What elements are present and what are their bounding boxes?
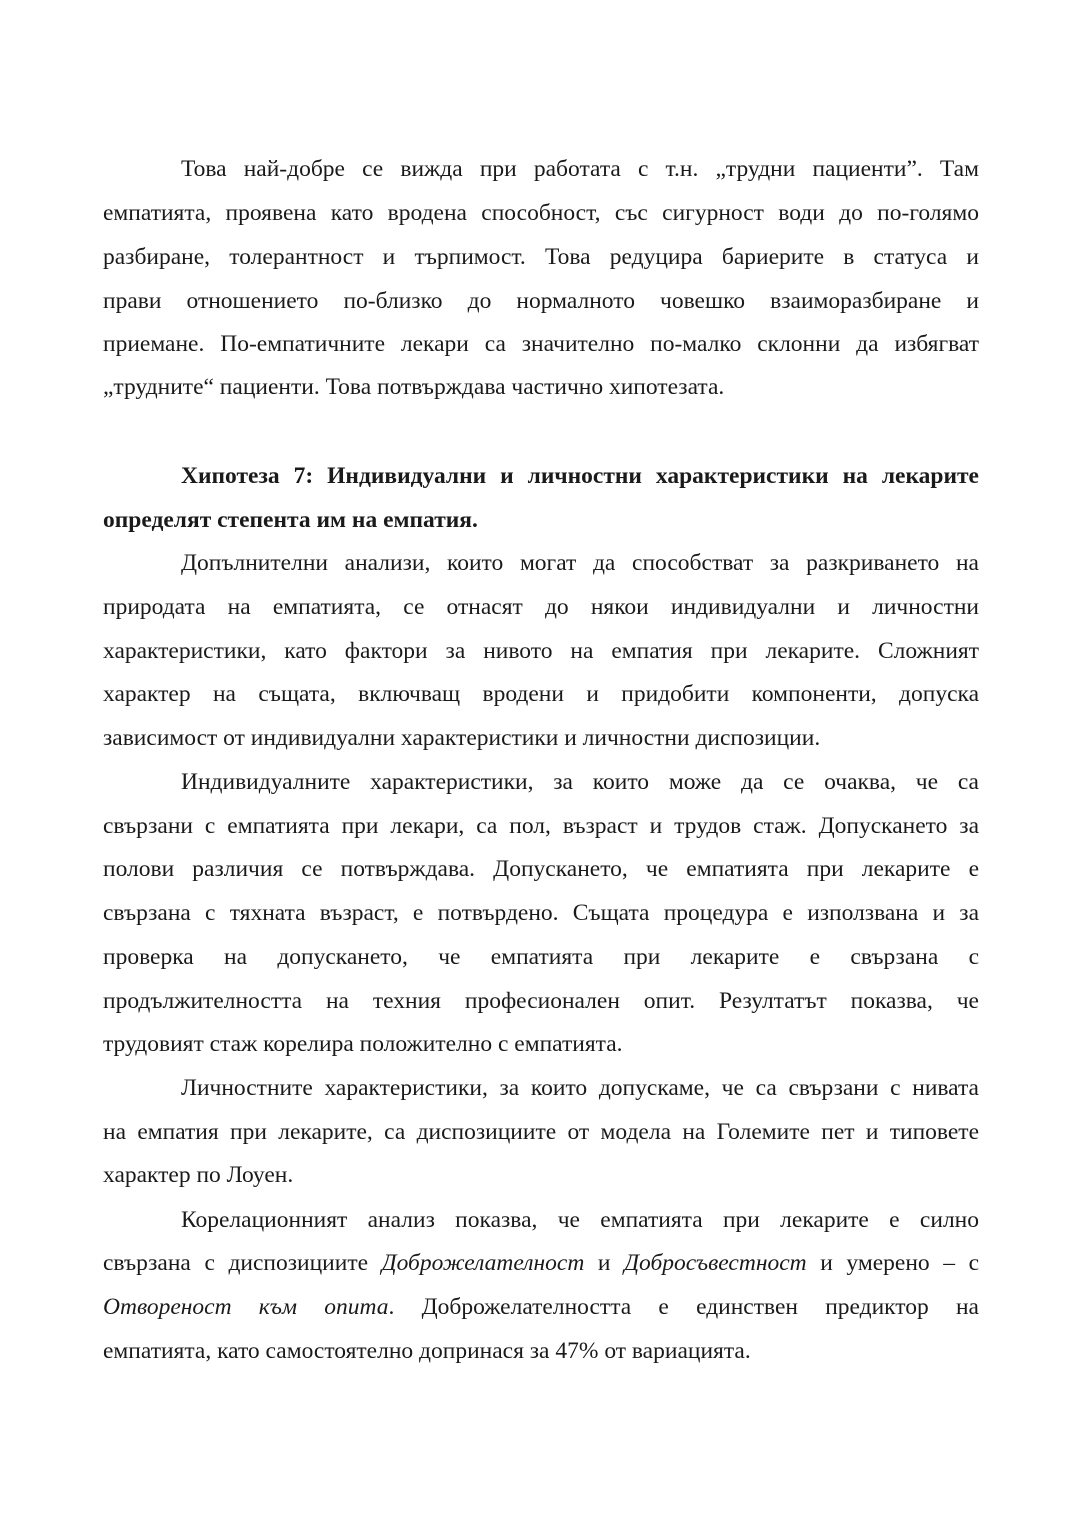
text-line: трудовият стаж корелира положително с емпатията.: [103, 1031, 623, 1057]
text-line: емпатията, проявена като вродена способност, със сигурност води до по-голямо: [103, 200, 979, 226]
text-line: [103, 1248, 979, 1278]
text-line: характеристики, като фактори за нивото на емпатия при лекарите. Сложният: [103, 638, 979, 664]
text-line: свързани с емпатията при лекари, са пол, възраст и трудов стаж. Допускането за: [103, 813, 979, 839]
text-line: природата на емпатията, се отнасят до някои индивидуални и личностни: [103, 594, 979, 620]
text-line: Допълнителни анализи, които могат да способстват за разкриването на: [181, 550, 979, 576]
text-line: приемане. По-емпатичните лекари са значително по-малко склонни да избягват: [103, 331, 979, 357]
text-line: свързана с тяхната възраст, е потвърдено. Същата процедура е използвана и за: [103, 900, 979, 926]
text-line: на емпатия при лекарите, са диспозициите от модела на Големите пет и типовете: [103, 1119, 979, 1145]
heading-line: Хипотеза 7: Индивидуални и личностни характеристики на лекарите: [181, 463, 979, 489]
text-line: зависимост от индивидуални характеристики и личностни диспозиции.: [103, 725, 821, 751]
text-line: продължителността на техния професионален опит. Резултатът показва, че: [103, 988, 979, 1014]
text-line: [103, 1292, 979, 1322]
text-line: характер по Лоуен.: [103, 1162, 294, 1188]
text-segment: . Доброжелателността е единствен предиктор на: [388, 1294, 979, 1320]
italic-term-agreeableness: Доброжелателност: [381, 1250, 585, 1276]
text-line: характер на същата, включващ вродени и придобити компоненти, допуска: [103, 681, 979, 707]
text-line: Индивидуалните характеристики, за които може да се очаква, че са: [181, 769, 979, 795]
text-line: „трудните“ пациенти. Това потвърждава частично хипотезата.: [103, 374, 725, 400]
text-line: прави отношението по-близко до нормалното човешко взаиморазбиране и: [103, 288, 979, 314]
italic-term-conscientiousness: Добросъвестност: [624, 1250, 807, 1276]
text-line: Личностните характеристики, за които допускаме, че са свързани с нивата: [181, 1075, 979, 1101]
heading-line: определят степента им на емпатия.: [103, 507, 478, 533]
italic-term-openness: Отвореност към опита: [103, 1294, 389, 1320]
text-line: полови различия се потвърждава. Допускането, че емпатията при лекарите е: [103, 856, 979, 882]
text-line: емпатията, като самостоятелно допринася за 47% от вариацията.: [103, 1338, 751, 1364]
text-line: Корелационният анализ показва, че емпатията при лекарите е силно: [181, 1207, 979, 1233]
text-line: проверка на допускането, че емпатията при лекарите е свързана с: [103, 944, 979, 970]
text-line: разбиране, толерантност и търпимост. Това редуцира бариерите в статуса и: [103, 244, 979, 270]
text-segment: свързана с диспозициите: [103, 1250, 382, 1276]
text-segment: и: [584, 1250, 625, 1276]
text-segment: и умерено – с: [806, 1250, 979, 1276]
text-line: Това най-добре се вижда при работата с т.н. „трудни пациенти”. Там: [181, 156, 979, 182]
